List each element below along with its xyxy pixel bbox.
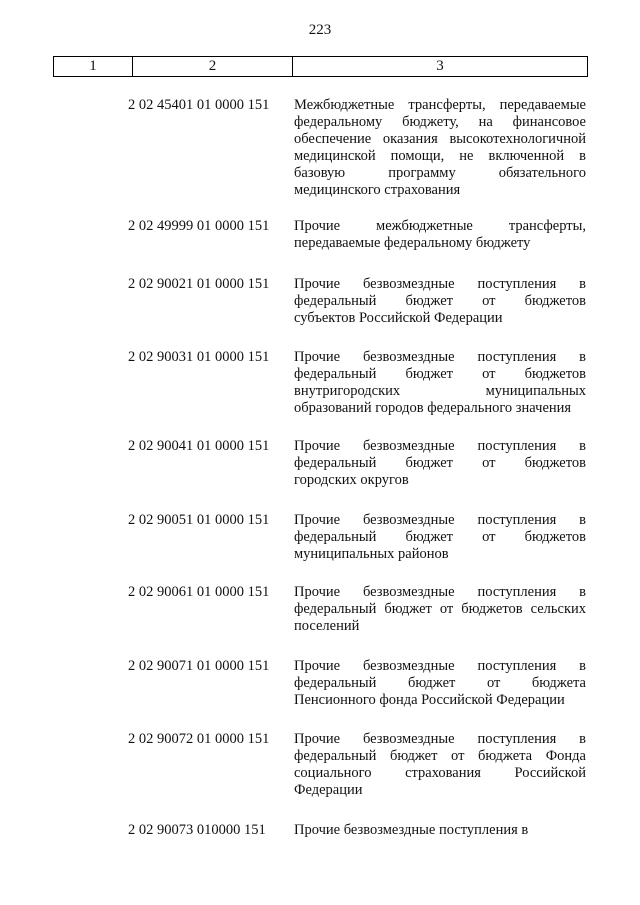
description-line: федеральный бюджет от бюджета	[294, 675, 586, 691]
description-line: федеральный бюджет от бюджета Фонда	[294, 748, 586, 764]
description-line: Пенсионного фонда Российской Федерации	[294, 692, 565, 708]
description-line: медицинской помощи, не включенной в	[294, 148, 586, 164]
description-line: федеральному бюджету, на финансовое	[294, 114, 586, 130]
description-line: поселений	[294, 618, 360, 634]
budget-code: 2 02 45401 01 0000 151	[128, 97, 270, 113]
header-col-1: 1	[54, 57, 133, 76]
description-line: Прочие безвозмездные поступления в	[294, 822, 529, 838]
description-line: образований городов федерального значения	[294, 400, 572, 416]
description-line: Прочие безвозмездные поступления в	[294, 438, 586, 454]
description-line: обеспечение оказания высокотехнологичной	[294, 131, 586, 147]
budget-description	[294, 218, 586, 252]
budget-description	[294, 512, 586, 563]
budget-description	[294, 349, 586, 417]
description-line: Прочие безвозмездные поступления в	[294, 731, 586, 747]
budget-description	[294, 731, 586, 799]
description-line: Федерации	[294, 782, 363, 798]
description-line: федеральный бюджет от бюджетов сельских	[294, 601, 586, 617]
budget-code: 2 02 90051 01 0000 151	[128, 512, 270, 528]
budget-description	[294, 97, 586, 199]
description-line: муниципальных районов	[294, 546, 449, 562]
table-header	[53, 56, 588, 77]
description-line: федеральный бюджет от бюджетов	[294, 366, 586, 382]
budget-code: 2 02 90041 01 0000 151	[128, 438, 270, 454]
description-line: Прочие безвозмездные поступления в	[294, 658, 586, 674]
budget-code: 2 02 90061 01 0000 151	[128, 584, 270, 600]
description-line: Прочие безвозмездные поступления в	[294, 276, 586, 292]
budget-description	[294, 822, 586, 839]
budget-code: 2 02 90071 01 0000 151	[128, 658, 270, 674]
description-line: Прочие межбюджетные трансферты,	[294, 218, 586, 234]
page-number: 223	[308, 22, 332, 38]
description-line: Прочие безвозмездные поступления в	[294, 349, 586, 365]
description-line: Межбюджетные трансферты, передаваемые	[294, 97, 586, 113]
budget-code: 2 02 90073 010000 151	[128, 822, 266, 838]
budget-description	[294, 276, 586, 327]
description-line: субъектов Российской Федерации	[294, 310, 503, 326]
description-line: Прочие безвозмездные поступления в	[294, 512, 586, 528]
budget-code: 2 02 90031 01 0000 151	[128, 349, 270, 365]
description-line: федеральный бюджет от бюджетов	[294, 529, 586, 545]
budget-description	[294, 584, 586, 635]
description-line: медицинского страхования	[294, 182, 461, 198]
header-col-3: 3	[436, 58, 444, 74]
description-line: внутригородских муниципальных	[294, 383, 586, 399]
description-line: Прочие безвозмездные поступления в	[294, 584, 586, 600]
description-line: социального страхования Российской	[294, 765, 586, 781]
description-line: федеральный бюджет от бюджетов	[294, 293, 586, 309]
budget-code: 2 02 90072 01 0000 151	[128, 731, 270, 747]
budget-code: 2 02 90021 01 0000 151	[128, 276, 270, 292]
header-col-2: 2	[133, 57, 293, 76]
description-line: передаваемые федеральному бюджету	[294, 235, 531, 251]
budget-code: 2 02 49999 01 0000 151	[128, 218, 270, 234]
budget-description	[294, 438, 586, 489]
description-line: базовую программу обязательного	[294, 165, 586, 181]
description-line: федеральный бюджет от бюджетов	[294, 455, 586, 471]
budget-description	[294, 658, 586, 709]
description-line: городских округов	[294, 472, 409, 488]
